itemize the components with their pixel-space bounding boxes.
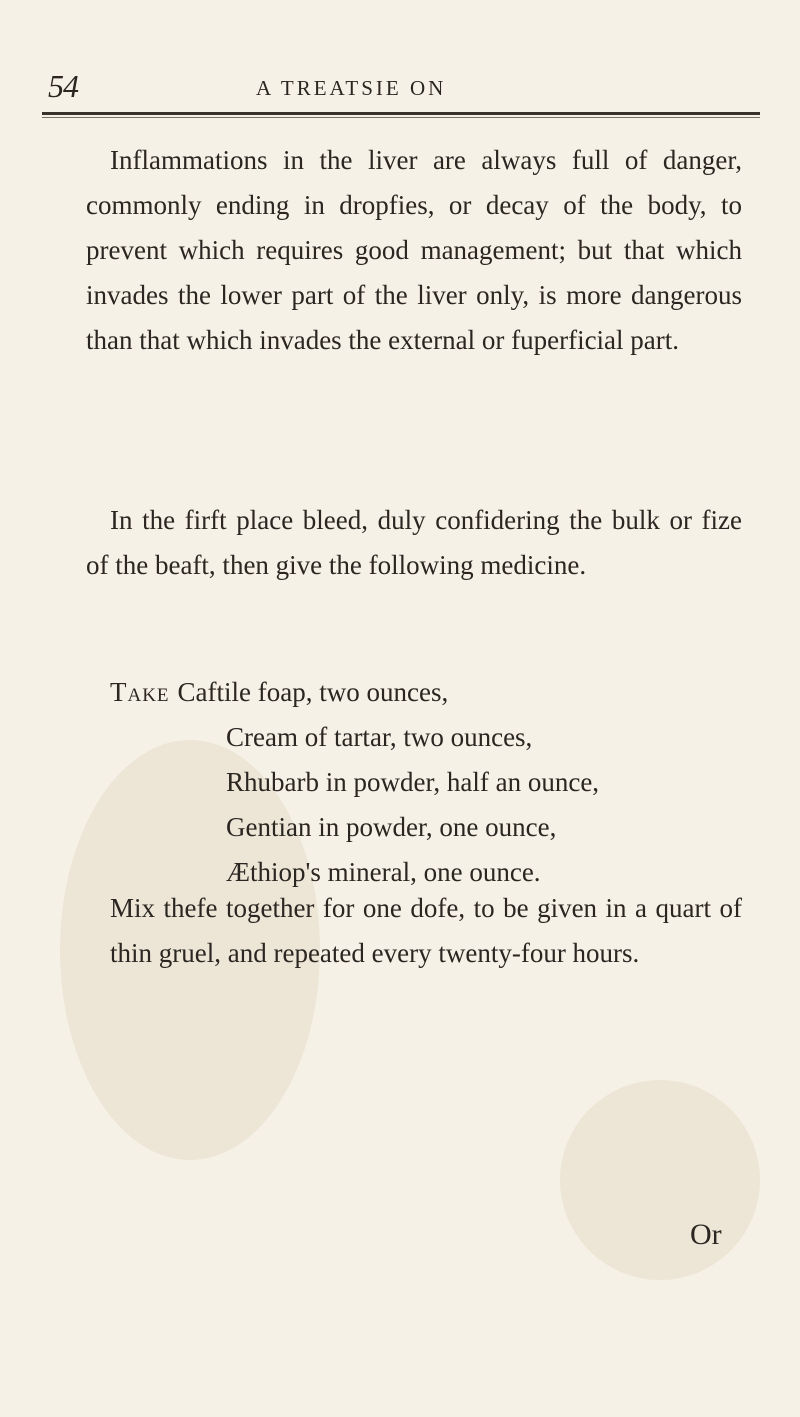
paragraph-inflammations: Inflammations in the liver are always full of danger, commonly ending in dropfies, or decay of the body, to prevent which requires good management; but that which invades the lower part of the liver only, is more dangerous than that which invades the external or fuperficial part. [86, 145, 742, 355]
recipe-first-line [110, 670, 730, 715]
recipe-list [110, 670, 730, 895]
page-header [48, 62, 760, 102]
page-stain [560, 1080, 760, 1280]
paragraph-dosage: Mix thefe together for one dofe, to be given in a quart of thin gruel, and repeated every twenty-four hours. [110, 893, 742, 968]
catchword: Or [690, 1218, 722, 1251]
recipe-ingredient: Æthiop's mineral, one ounce. [226, 857, 541, 887]
running-title: A TREATSIE ON [256, 76, 447, 100]
paragraph-bleeding: In the firft place bleed, duly confidering the bulk or fize of the beaft, then give the following medicine. [86, 505, 742, 580]
recipe-ingredient: Gentian in powder, one ounce, [226, 812, 557, 842]
header-rule [42, 112, 760, 115]
header-rule-thin [42, 117, 760, 118]
page-number: 54 [48, 68, 78, 104]
take-word: Take [110, 677, 170, 707]
recipe-ingredient: Rhubarb in powder, half an ounce, [226, 767, 600, 797]
recipe-ingredient: Caftile foap, two ounces, [177, 677, 449, 707]
recipe-ingredient: Cream of tartar, two ounces, [226, 722, 533, 752]
